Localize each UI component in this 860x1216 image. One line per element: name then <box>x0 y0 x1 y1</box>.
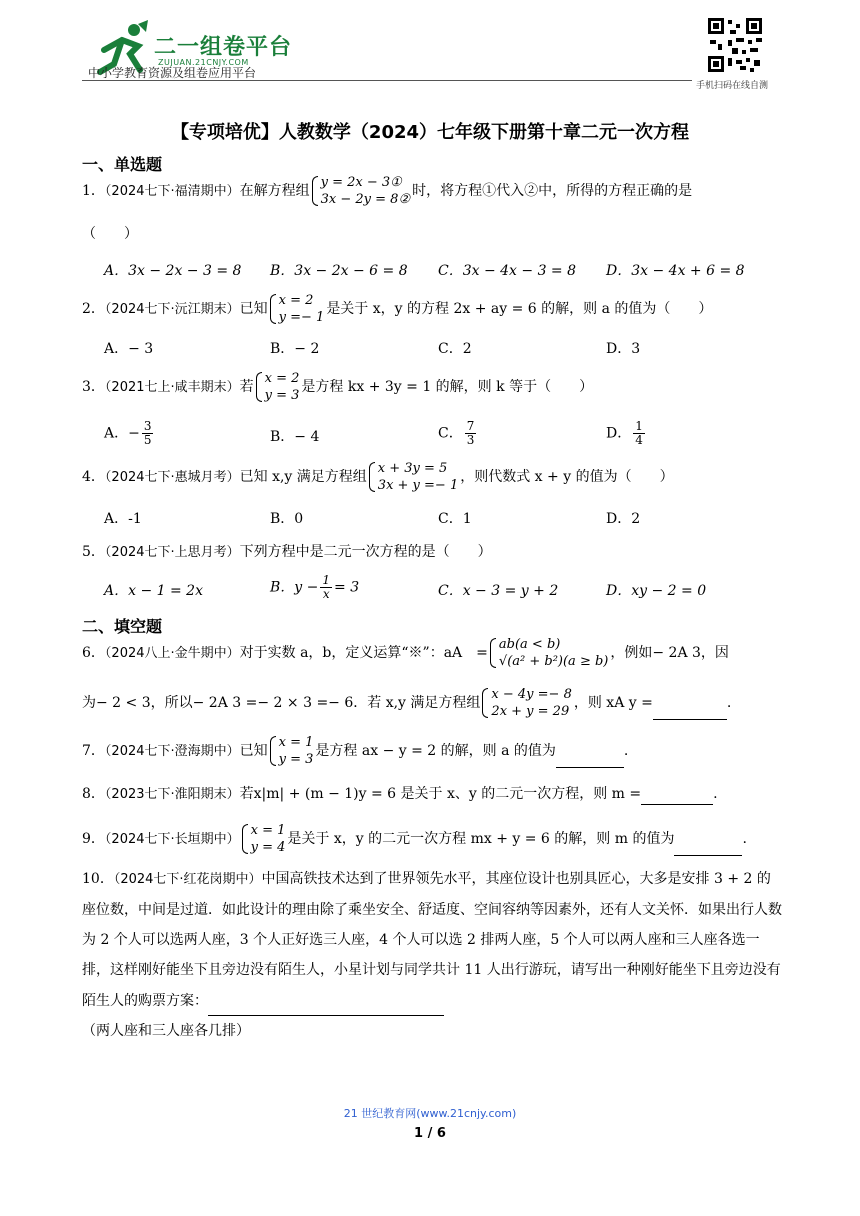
denominator: 5 <box>143 433 152 447</box>
equation-row: y = 3 <box>278 752 314 767</box>
question-text: 为− 2 < 3，所以− 2A 3 =− 2 × 3 =− 6．若 x,y 满足方程组 <box>82 695 481 711</box>
fraction <box>633 420 645 447</box>
page-number: 1 / 6 <box>414 1126 446 1141</box>
option-a[interactable]: A．− 3 <box>104 341 154 357</box>
logo-text: 二一组卷平台 <box>154 35 293 60</box>
question-text: 中国高铁技术达到了世界领先水平，其座位设计也别具匠心，大多是安排 3 + 2 的座位数，中间是过道．如此设计的理由除了乘坐安全、舒适度、空间容纳等因素外，还有人文关怀．如果出行人数为 2 个人可以选两人座，3 个人正好选三人座，4 个人可以选 2 排两人座，5 个人可以两人座和三人座各选一排，这样刚好能坐下且旁边没有陌生人，小星计划与同学共计 11 人出行游玩，请写出一种刚好能坐下且旁边没有陌生人的购票方案： <box>82 871 782 1009</box>
equation-system <box>312 174 410 208</box>
option-a[interactable]: A．x − 1 = 2x <box>104 583 203 599</box>
question-source: （2023七下·淮阳期末） <box>104 787 240 802</box>
question-text: 已知 <box>239 743 268 759</box>
option-d[interactable]: D．3 <box>606 341 641 357</box>
equation-row: x = 2 <box>264 371 300 386</box>
option-b[interactable]: B．− 4 <box>270 429 320 445</box>
answer-blank[interactable] <box>208 985 444 1016</box>
option-label: A．− <box>104 425 140 442</box>
option-b[interactable]: B．− 2 <box>270 341 320 357</box>
question-4 <box>82 460 782 494</box>
question-source: （2024七下·红花岗期中） <box>113 872 262 887</box>
option-d[interactable]: D．3x − 4x + 6 = 8 <box>606 263 745 279</box>
question-source: （2024七下·惠城月考） <box>104 470 240 485</box>
question-text: 已知 <box>239 301 268 317</box>
question-5 <box>82 542 782 563</box>
option-d[interactable] <box>606 420 647 447</box>
options-q3 <box>104 420 784 450</box>
period: . <box>742 831 747 847</box>
denominator: 4 <box>635 433 643 447</box>
period: . <box>726 695 732 711</box>
piecewise-definition <box>490 636 608 670</box>
question-number: 2． <box>82 301 105 317</box>
option-label: D． <box>606 425 632 442</box>
equation-row: 2x + y = 29 <box>491 704 570 719</box>
equation-row: y =− 1 <box>278 310 325 325</box>
equation-system <box>242 822 286 856</box>
numerator: 3 <box>143 419 152 433</box>
question-number: 3． <box>82 379 105 395</box>
page-title: 【专项培优】人教数学（2024）七年级下册第十章二元一次方程 <box>170 122 690 143</box>
question-text: 是方程 ax − y = 2 的解，则 a 的值为 <box>315 743 556 759</box>
equation-system <box>369 460 458 494</box>
option-a[interactable] <box>104 420 155 447</box>
header-subtitle: 中小学教育资源及组卷应用平台 <box>88 66 257 80</box>
numerator: 7 <box>466 419 475 433</box>
period: . <box>713 786 718 802</box>
question-source: （2024八上·金牛期中） <box>104 646 240 661</box>
options-q1 <box>104 260 784 284</box>
question-7 <box>82 734 782 768</box>
equation-row: x = 1 <box>250 823 286 838</box>
option-c[interactable] <box>438 420 478 447</box>
question-number: 6． <box>82 645 105 661</box>
question-text: 若x|m| + (m − 1)y = 6 是关于 x、y 的二元一次方程，则 m = <box>239 786 642 802</box>
answer-paren: （ ） <box>82 226 138 242</box>
question-text: 对于实数 a，b，定义运算“※”：aA = <box>239 645 488 661</box>
equation-system <box>482 686 571 720</box>
denominator: x <box>322 587 330 601</box>
question-number: 8． <box>82 786 105 802</box>
equation-system <box>270 292 325 326</box>
equation-row: 3x − 2y = 8② <box>320 192 411 207</box>
question-text: 下列方程中是二元一次方程的是（ ） <box>239 544 492 560</box>
period: . <box>623 743 629 759</box>
question-text: 时，将方程①代入②中，所得的方程正确的是 <box>412 183 693 199</box>
answer-hint: （两人座和三人座各几排） <box>82 1023 250 1039</box>
question-text: 是方程 kx + 3y = 1 的解，则 k 等于（ ） <box>301 379 594 395</box>
question-text: ，则 xA y = <box>573 695 653 711</box>
question-source: （2024七下·长垣期中） <box>104 832 240 847</box>
option-c[interactable]: C．2 <box>438 341 472 357</box>
answer-blank[interactable] <box>641 784 713 805</box>
question-text: 是关于 x，y 的方程 2x + ay = 6 的解，则 a 的值为（ ） <box>326 301 713 317</box>
numerator: 1 <box>322 573 331 587</box>
option-b[interactable]: B．3x − 2x − 6 = 8 <box>270 263 408 279</box>
option-label: C． <box>438 425 463 442</box>
equation-row: x − 4y =− 8 <box>491 687 572 702</box>
question-number: 7． <box>82 743 105 759</box>
question-source: （2024七下·沅江期末） <box>104 302 240 317</box>
equation-row: y = 3 <box>264 388 300 403</box>
answer-blank[interactable] <box>653 699 727 720</box>
option-text: = 3 <box>334 579 360 596</box>
option-d[interactable]: D．xy − 2 = 0 <box>606 583 707 599</box>
fraction <box>142 420 154 447</box>
question-1 <box>82 174 782 208</box>
options-q5 <box>104 574 784 604</box>
option-c[interactable]: C．1 <box>438 511 472 527</box>
section-heading-fill-blank: 二、填空题 <box>82 617 163 636</box>
header-divider <box>82 80 692 81</box>
case-row: √(a² + b²)(a ≥ b) <box>498 654 609 669</box>
fraction <box>320 574 332 601</box>
equation-system <box>270 734 314 768</box>
equation-row: x + 3y = 5 <box>377 461 448 476</box>
question-2 <box>82 292 782 326</box>
question-source: （2021七上·咸丰期末） <box>104 380 240 395</box>
question-number: 5． <box>82 544 105 560</box>
equation-row: y = 2x − 3① <box>320 175 402 190</box>
footer-site-link[interactable]: 21 世纪教育网(www.21cnjy.com) <box>343 1107 517 1120</box>
question-6-line-2 <box>82 686 782 720</box>
option-text: B．y − <box>270 579 319 596</box>
equation-row: y = 4 <box>250 840 286 855</box>
question-text: 已知 x,y 满足方程组 <box>239 469 367 485</box>
option-d[interactable]: D．2 <box>606 511 641 527</box>
question-8 <box>82 784 782 805</box>
question-source: （2024七下·澄海期中） <box>104 744 240 759</box>
qr-caption: 手机扫码在线自测 <box>696 81 769 91</box>
qr-code-icon[interactable] <box>706 16 764 74</box>
question-text: 是关于 x，y 的二元一次方程 mx + y = 6 的解，则 m 的值为 <box>287 831 675 847</box>
question-text: 若 <box>239 379 254 395</box>
option-a[interactable]: A．3x − 2x − 3 = 8 <box>104 263 242 279</box>
question-6 <box>82 636 782 670</box>
question-number: 1． <box>82 183 105 199</box>
question-3 <box>82 370 782 404</box>
fraction <box>465 420 477 447</box>
equation-row: 3x + y =− 1 <box>377 478 459 493</box>
question-number: 4． <box>82 469 105 485</box>
question-text: ，例如− 2A 3，因 <box>610 645 729 661</box>
question-10 <box>82 864 782 1046</box>
question-text: 在解方程组 <box>239 183 310 199</box>
answer-blank[interactable] <box>556 747 624 768</box>
answer-blank[interactable] <box>674 835 742 856</box>
question-source: （2024七下·福清期中） <box>104 184 240 199</box>
equation-row: x = 1 <box>278 735 314 750</box>
question-number: 10． <box>82 871 114 887</box>
options-q2 <box>104 338 784 362</box>
denominator: 3 <box>466 433 475 447</box>
question-number: 9． <box>82 831 105 847</box>
option-c[interactable]: C．3x − 4x − 3 = 8 <box>438 263 577 279</box>
case-row: ab(a < b) <box>498 637 561 652</box>
numerator: 1 <box>635 419 643 433</box>
option-a[interactable]: A．-1 <box>104 511 142 527</box>
equation-system <box>256 370 300 404</box>
page-header <box>82 14 782 94</box>
question-9 <box>82 822 782 856</box>
section-heading-single-choice: 一、单选题 <box>82 155 163 174</box>
question-source: （2024七下·上思月考） <box>104 545 240 560</box>
logo-url: ZUJUAN.21CNJY.COM <box>158 58 249 67</box>
options-q4 <box>104 508 784 532</box>
question-text: ，则代数式 x + y 的值为（ ） <box>460 469 674 485</box>
option-b[interactable] <box>270 574 359 601</box>
equation-row: x = 2 <box>278 293 314 308</box>
option-b[interactable]: B．0 <box>270 511 304 527</box>
option-c[interactable]: C．x − 3 = y + 2 <box>438 583 559 599</box>
